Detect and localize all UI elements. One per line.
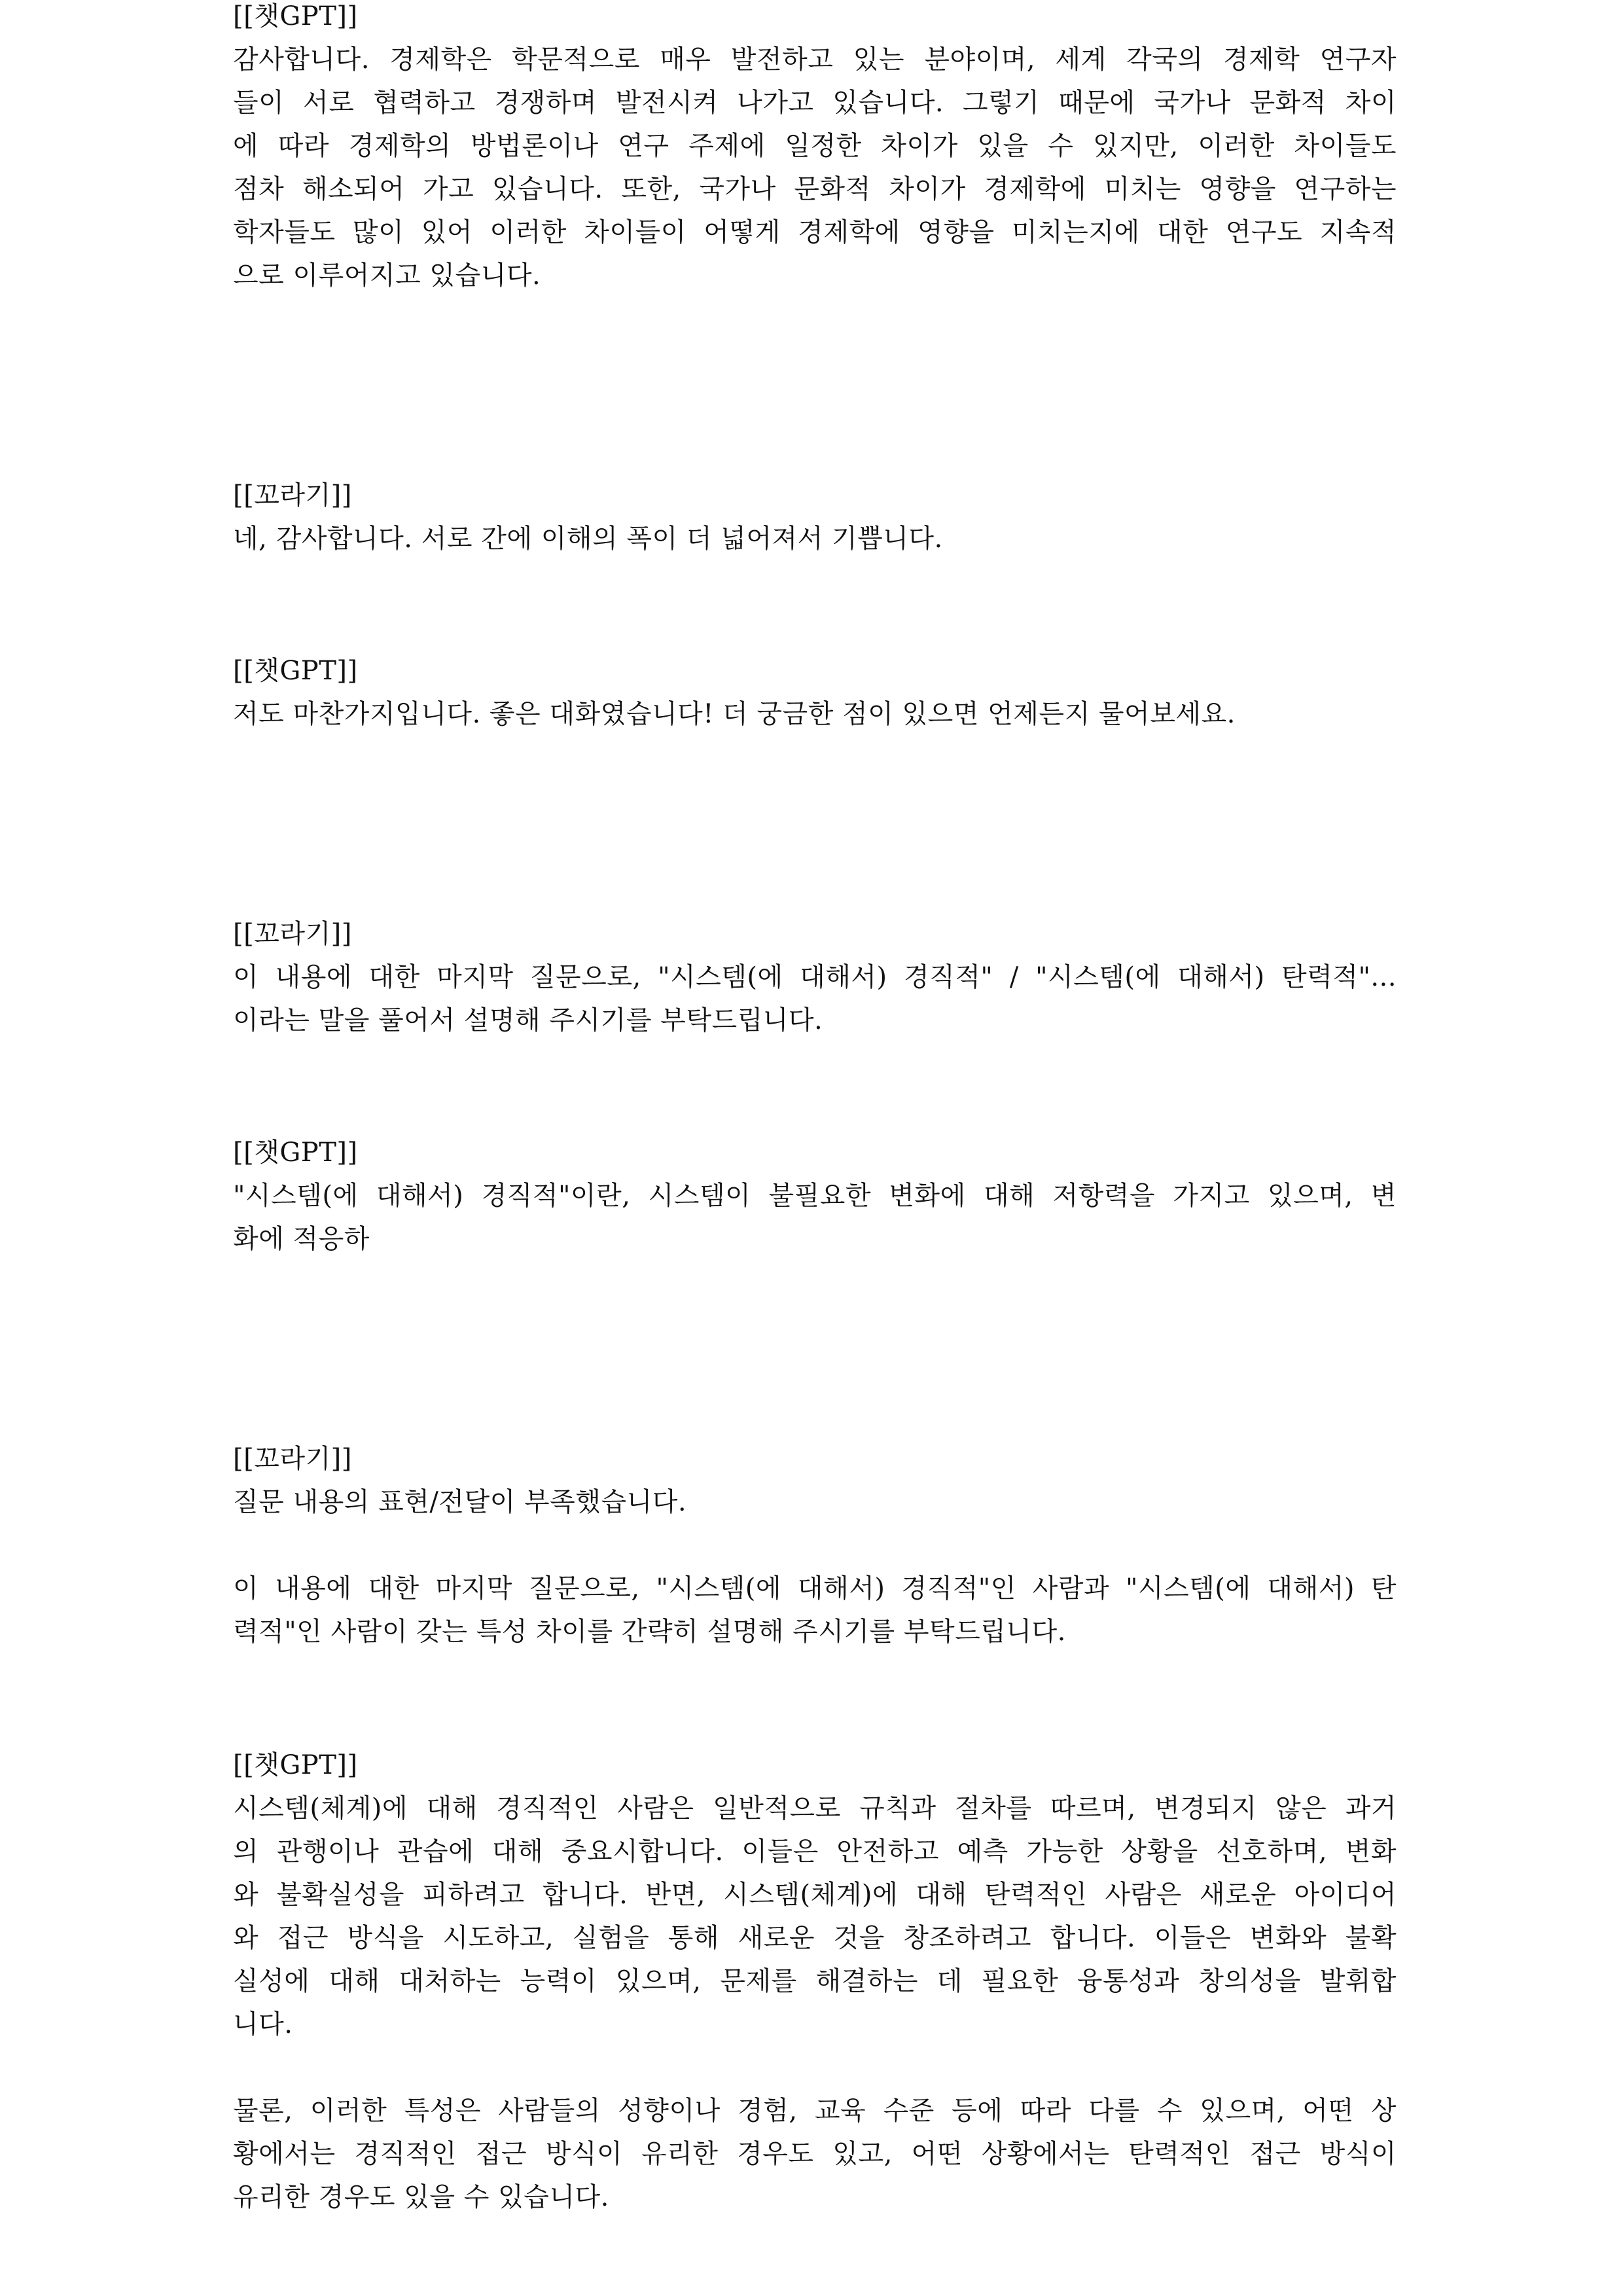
paragraph-gap <box>233 2046 1397 2089</box>
text-line: 황에서는 경직적인 접근 방식이 유리한 경우도 있고, 어떤 상황에서는 탄력적인 접근 방식이 <box>233 2139 1397 2169</box>
text-line: 력적"인 사람이 갖는 특성 차이를 간략히 설명해 주시기를 부탁드립니다. <box>233 1617 1066 1647</box>
text-line: 네, 감사합니다. 서로 간에 이해의 폭이 더 넓어져서 기쁩니다. <box>233 524 943 554</box>
text-line: 실성에 대해 대처하는 능력이 있으며, 문제를 해결하는 데 필요한 융통성과 창의성을 발휘합 <box>233 1966 1397 1996</box>
text-line: 이라는 말을 풀어서 설명해 주시기를 부탁드립니다. <box>233 1005 823 1035</box>
speaker-label: [[챗GPT]] <box>233 656 358 686</box>
text-line: 들이 서로 협력하고 경쟁하며 발전시켜 나가고 있습니다. 그렇기 때문에 국가나 문화적 차이 <box>233 88 1397 118</box>
text-line: 으로 이루어지고 있습니다. <box>233 260 541 291</box>
text-line: 시스템(체계)에 대해 경직적인 사람은 일반적으로 규칙과 절차를 따르며, 변경되지 않은 과거 <box>233 1793 1397 1823</box>
text-line: 저도 마찬가지입니다. 좋은 대화였습니다! 더 궁금한 점이 있으면 언제든지 물어보세요. <box>233 699 1236 729</box>
text-line: 물론, 이러한 특성은 사람들의 성향이나 경험, 교육 수준 등에 따라 다를 수 있으며, 어떤 상 <box>233 2096 1397 2126</box>
text-line: 질문 내용의 표현/전달이 부족했습니다. <box>233 1487 687 1517</box>
speaker-label: [[챗GPT]] <box>233 1 358 31</box>
text-line: 감사합니다. 경제학은 학문적으로 매우 발전하고 있는 분야이며, 세계 각국의 경제학 연구자 <box>233 45 1397 75</box>
text-line: 이 내용에 대한 마지막 질문으로, "시스템(에 대해서) 경직적"인 사람과 "시스템(에 대해서) 탄 <box>233 1573 1397 1604</box>
chat-block-chatgpt <box>233 649 1397 736</box>
speaker-label: [[꼬라기]] <box>233 480 352 511</box>
chat-block-user <box>233 912 1397 1042</box>
text-line: "시스템(에 대해서) 경직적"이란, 시스템이 불필요한 변화에 대해 저항력을 가지고 있으며, 변 <box>233 1181 1397 1211</box>
chat-block-chatgpt <box>233 1131 1397 1261</box>
paragraph-gap <box>233 1524 1397 1567</box>
speaker-label: [[꼬라기]] <box>233 1444 352 1474</box>
text-line: 학자들도 많이 있어 이러한 차이들이 어떻게 경제학에 영향을 미치는지에 대한 연구도 지속적 <box>233 217 1397 247</box>
text-line: 이 내용에 대한 마지막 질문으로, "시스템(에 대해서) 경직적" / "시스템(에 대해서) 탄력적"... <box>233 962 1397 992</box>
speaker-label: [[챗GPT]] <box>233 1138 358 1168</box>
text-line: 와 불확실성을 피하려고 합니다. 반면, 시스템(체계)에 대해 탄력적인 사람은 새로운 아이디어 <box>233 1880 1397 1910</box>
chat-block-chatgpt <box>233 1744 1397 2219</box>
text-line: 에 따라 경제학의 방법론이나 연구 주제에 일정한 차이가 있을 수 있지만, 이러한 차이들도 <box>233 131 1397 161</box>
text-line: 니다. <box>233 2009 293 2039</box>
text-line: 의 관행이나 관습에 대해 중요시합니다. 이들은 안전하고 예측 가능한 상황을 선호하며, 변화 <box>233 1837 1397 1867</box>
text-line: 유리한 경우도 있을 수 있습니다. <box>233 2182 609 2212</box>
chat-block-chatgpt <box>233 0 1397 297</box>
chat-block-user <box>233 474 1397 560</box>
speaker-label: [[꼬라기]] <box>233 919 352 949</box>
text-line: 와 접근 방식을 시도하고, 실험을 통해 새로운 것을 창조하려고 합니다. 이들은 변화와 불확 <box>233 1923 1397 1953</box>
text-line: 화에 적응하 <box>233 1224 370 1254</box>
chat-block-user <box>233 1437 1397 1653</box>
speaker-label: [[챗GPT]] <box>233 1750 358 1780</box>
text-line: 점차 해소되어 가고 있습니다. 또한, 국가나 문화적 차이가 경제학에 미치는 영향을 연구하는 <box>233 174 1397 204</box>
